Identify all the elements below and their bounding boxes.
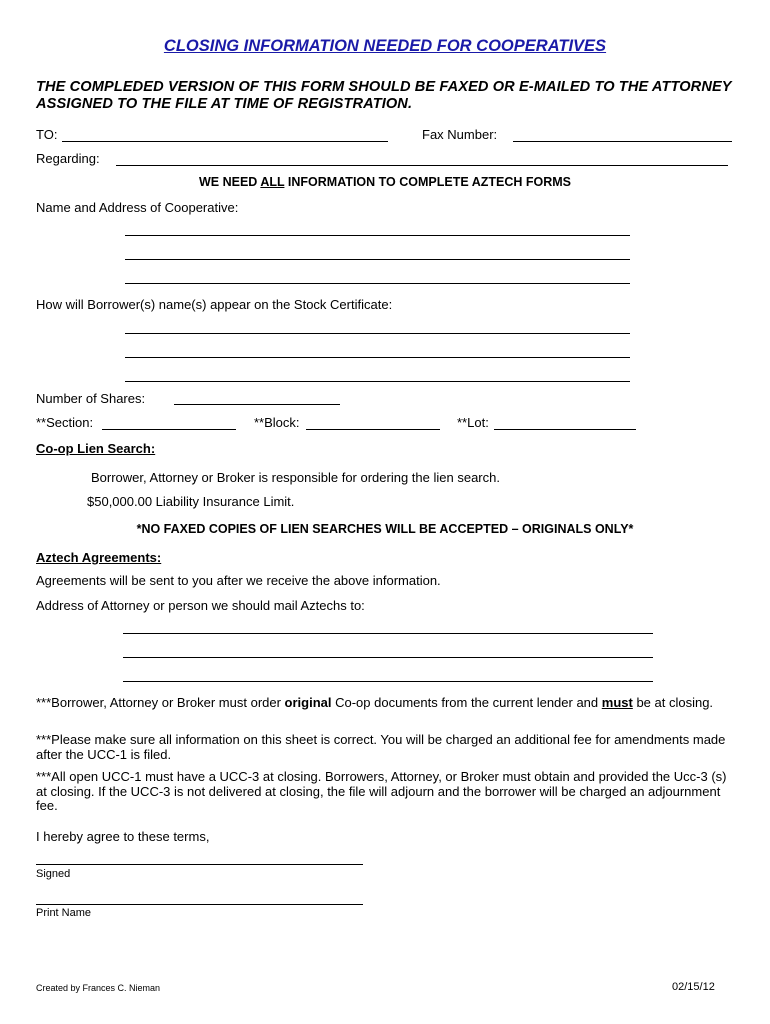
fax-label: Fax Number: — [422, 127, 498, 142]
to-label: TO: — [36, 127, 58, 142]
note-ucc-requirements: ***All open UCC-1 must have a UCC-3 at closing. Borrowers, Attorney, or Broker must obtain and provided the Ucc-3 (s) at closing. If the UCC-3 is not delivered at closing, the file will adjourn and the borrower will be charged an adjournment fee. — [36, 769, 727, 813]
footer-author: Created by Frances C. Nieman — [36, 983, 161, 993]
liability-limit-text: $50,000.00 Liability Insurance Limit. — [87, 494, 295, 509]
form-title: CLOSING INFORMATION NEEDED FOR COOPERATIVES — [163, 37, 607, 55]
aztech-info-text: Agreements will be sent to you after we receive the above information. — [36, 573, 441, 588]
no-fax-notice: *NO FAXED COPIES OF LIEN SEARCHES WILL BE ACCEPTED – ORIGINALS ONLY* — [136, 522, 634, 536]
coop-address-line-2[interactable] — [125, 259, 630, 260]
stock-cert-line-2[interactable] — [125, 357, 630, 358]
signature-line[interactable] — [36, 864, 363, 865]
need-all-notice — [0, 175, 770, 189]
agree-terms-text: I hereby agree to these terms, — [36, 829, 210, 844]
note1-part-c: Co-op documents from the current lender and — [331, 695, 602, 710]
coop-address-line-1[interactable] — [125, 235, 630, 236]
signed-label: Signed — [36, 868, 71, 880]
need-all-post: INFORMATION TO COMPLETE AZTECH FORMS — [284, 175, 571, 189]
section-field[interactable] — [102, 429, 236, 430]
stock-cert-line-1[interactable] — [125, 333, 630, 334]
form-subtitle: THE COMPLEDED VERSION OF THIS FORM SHOULD BE FAXED OR E-MAILED TO THE ATTORNEY ASSIGNED TO THE FILE AT TIME OF REGISTRATION. — [36, 79, 732, 112]
regarding-field[interactable] — [116, 165, 728, 166]
need-all-emphasis: ALL — [260, 175, 285, 189]
shares-label: Number of Shares: — [36, 391, 146, 406]
block-label: **Block: — [254, 415, 300, 430]
aztech-address-line-2[interactable] — [123, 657, 653, 658]
to-field[interactable] — [62, 141, 388, 142]
note-amendments-fee: ***Please make sure all information on this sheet is correct. You will be charged an additional fee for amendments made after the UCC-1 is filed. — [36, 732, 726, 762]
aztech-address-line-3[interactable] — [123, 681, 653, 682]
stock-cert-label: How will Borrower(s) name(s) appear on the Stock Certificate: — [36, 297, 393, 312]
lot-field[interactable] — [494, 429, 636, 430]
note1-part-a: ***Borrower, Attorney or Broker must order — [36, 695, 285, 710]
need-all-pre: WE NEED — [199, 175, 261, 189]
aztech-heading: Aztech Agreements: — [36, 550, 162, 565]
aztech-address-line-1[interactable] — [123, 633, 653, 634]
note1-must: must — [601, 695, 633, 710]
note1-original: original — [284, 695, 332, 710]
section-label: **Section: — [36, 415, 94, 430]
coop-name-label: Name and Address of Cooperative: — [36, 200, 239, 215]
footer-date: 02/15/12 — [672, 981, 715, 993]
lot-label: **Lot: — [457, 415, 489, 430]
stock-cert-line-3[interactable] — [125, 381, 630, 382]
aztech-address-label: Address of Attorney or person we should mail Aztechs to: — [36, 598, 365, 613]
print-name-line[interactable] — [36, 904, 363, 905]
shares-field[interactable] — [174, 404, 340, 405]
note-original-documents — [36, 696, 736, 711]
note1-part-e: be at closing. — [632, 695, 714, 710]
regarding-label: Regarding: — [36, 151, 100, 166]
print-name-label: Print Name — [36, 907, 92, 919]
coop-address-line-3[interactable] — [125, 283, 630, 284]
lien-responsibility-text: Borrower, Attorney or Broker is responsible for ordering the lien search. — [91, 470, 500, 485]
fax-number-field[interactable] — [513, 141, 732, 142]
block-field[interactable] — [306, 429, 440, 430]
lien-search-heading: Co-op Lien Search: — [36, 441, 156, 456]
